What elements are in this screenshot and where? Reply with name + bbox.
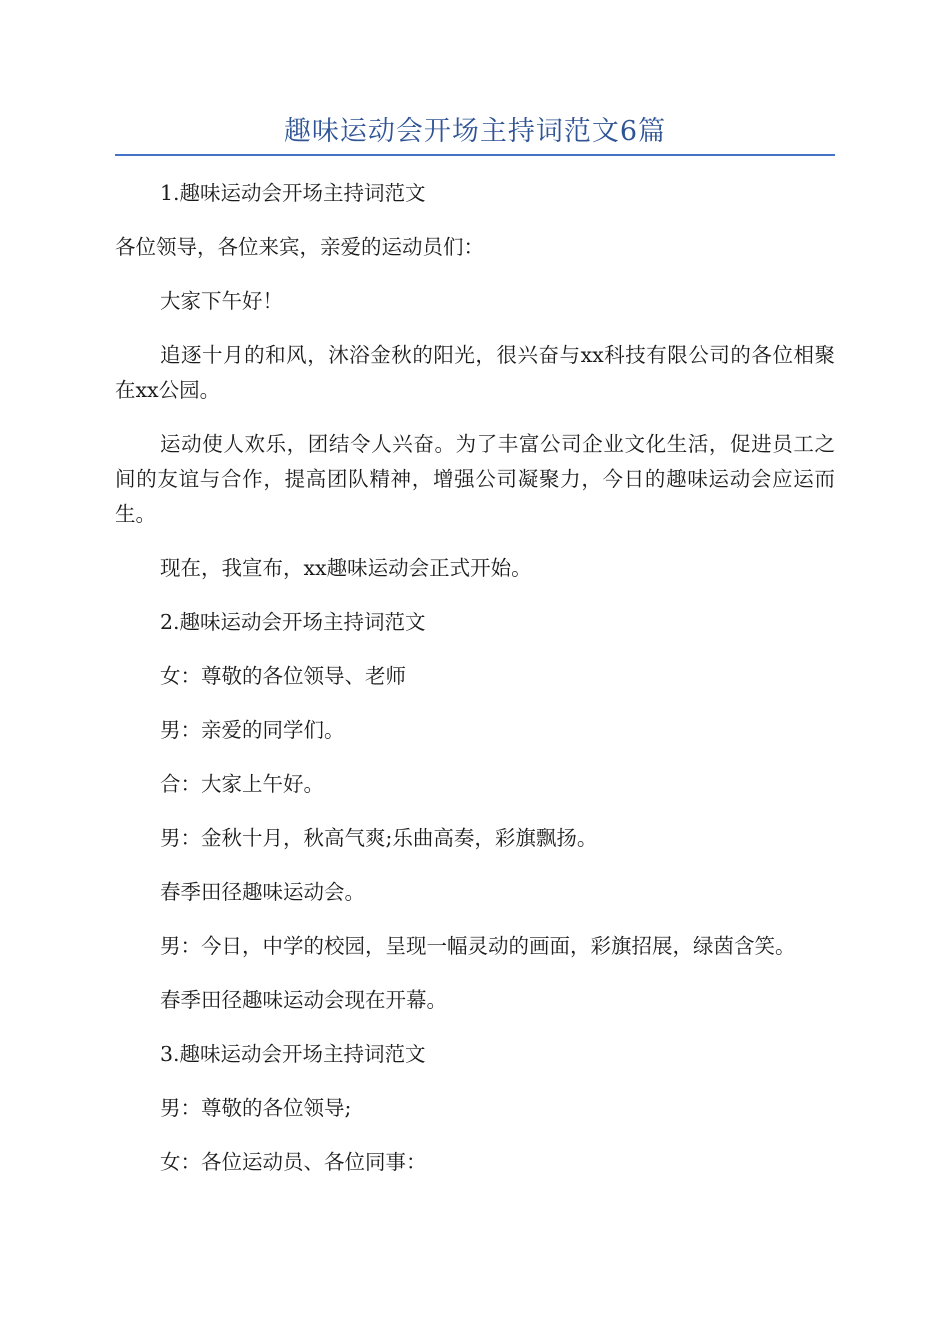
paragraph: 1.趣味运动会开场主持词范文 xyxy=(160,181,426,205)
paragraph: 春季田径趣味运动会。 xyxy=(160,880,365,904)
document-body xyxy=(115,176,835,1199)
paragraph: 女：各位运动员、各位同事： xyxy=(160,1150,427,1174)
paragraph: 运动使人欢乐，团结令人兴奋。为了丰富公司企业文化生活，促进员工之间的友谊与合作，提高团队精神，增强公司凝聚力，今日的趣味运动会应运而生。 xyxy=(115,432,835,526)
paragraph: 2.趣味运动会开场主持词范文 xyxy=(160,610,426,634)
paragraph: 春季田径趣味运动会现在开幕。 xyxy=(160,988,447,1012)
title-underline xyxy=(115,154,835,156)
paragraph: 大家下午好！ xyxy=(160,289,283,313)
paragraph: 男：尊敬的各位领导; xyxy=(160,1096,352,1120)
paragraph: 男：金秋十月，秋高气爽;乐曲高奏，彩旗飘扬。 xyxy=(160,826,598,850)
paragraph: 男：亲爱的同学们。 xyxy=(160,718,345,742)
paragraph: 男：今日，中学的校园，呈现一幅灵动的画面，彩旗招展，绿茵含笑。 xyxy=(160,934,796,958)
document-title: 趣味运动会开场主持词范文6篇 xyxy=(283,116,667,147)
paragraph: 追逐十月的和风，沐浴金秋的阳光，很兴奋与xx科技有限公司的各位相聚在xx公园。 xyxy=(115,343,835,402)
paragraph: 女：尊敬的各位领导、老师 xyxy=(160,664,406,688)
paragraph: 合：大家上午好。 xyxy=(160,772,324,796)
paragraph: 各位领导，各位来宾，亲爱的运动员们： xyxy=(115,235,484,259)
paragraph: 现在，我宣布，xx趣味运动会正式开始。 xyxy=(160,556,532,580)
paragraph: 3.趣味运动会开场主持词范文 xyxy=(160,1042,426,1066)
